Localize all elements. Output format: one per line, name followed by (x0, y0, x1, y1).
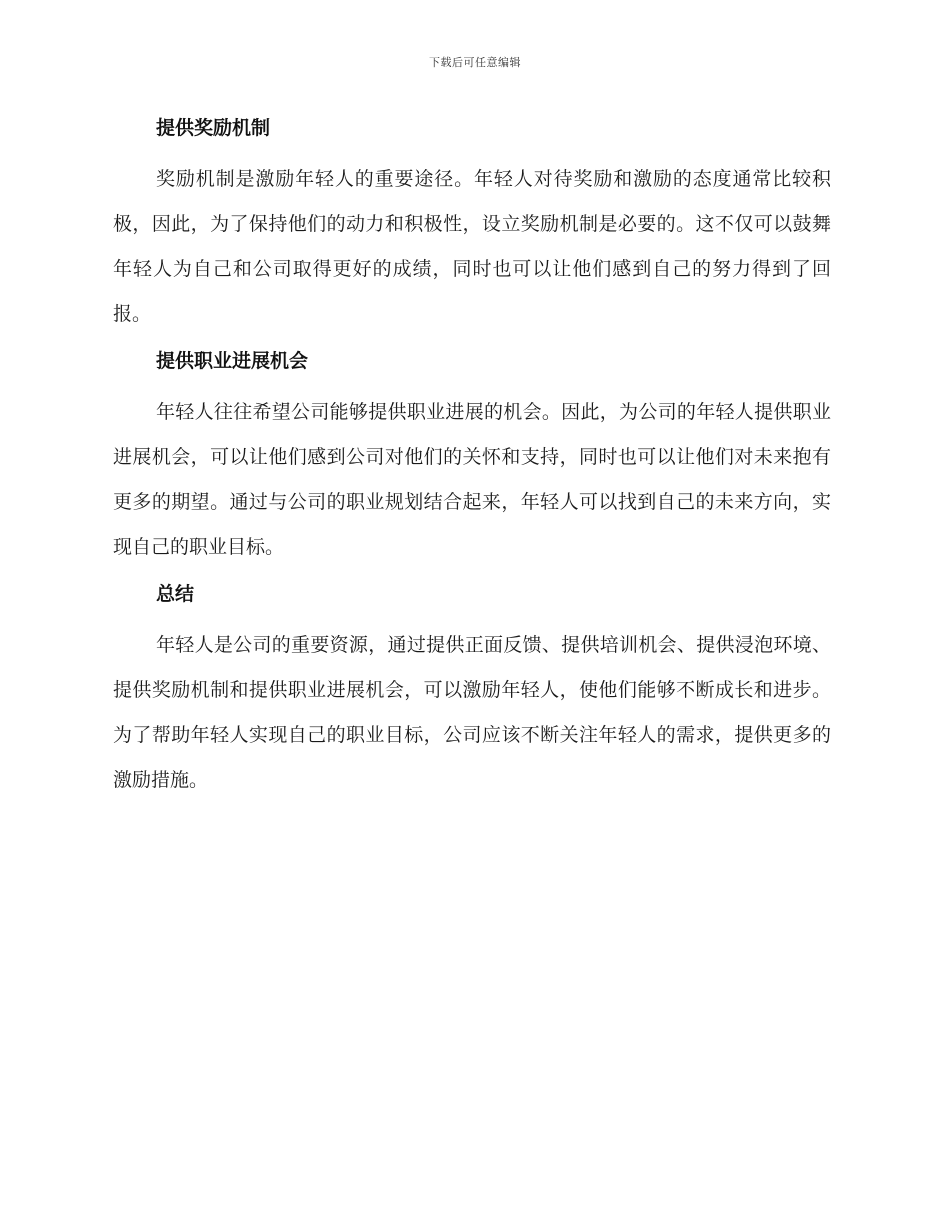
section-heading: 总结 (156, 583, 195, 605)
section-heading: 提供职业进展机会 (156, 350, 309, 372)
section-paragraph: 年轻人往往希望公司能够提供职业进展的机会。因此，为公司的年轻人提供职业进展机会，可以让他们感到公司对他们的关怀和支持，同时也可以让他们对未来抱有更多的期望。通过与公司的职业规划结合起来，年轻人可以找到自己的未来方向，实现自己的职业目标。 (113, 401, 831, 558)
section-career-development (113, 346, 831, 570)
section-reward-mechanism (113, 113, 831, 337)
document-body (113, 113, 831, 812)
section-summary (113, 579, 831, 803)
page-header-note: 下载后可任意编辑 (429, 56, 521, 69)
section-paragraph: 年轻人是公司的重要资源，通过提供正面反馈、提供培训机会、提供浸泡环境、提供奖励机制和提供职业进展机会，可以激励年轻人，使他们能够不断成长和进步。为了帮助年轻人实现自己的职业目标，公司应该不断关注年轻人的需求，提供更多的激励措施。 (113, 634, 831, 791)
section-heading: 提供奖励机制 (156, 117, 271, 139)
section-paragraph: 奖励机制是激励年轻人的重要途径。年轻人对待奖励和激励的态度通常比较积极，因此，为了保持他们的动力和积极性，设立奖励机制是必要的。这不仅可以鼓舞年轻人为自己和公司取得更好的成绩，同时也可以让他们感到自己的努力得到了回报。 (113, 168, 831, 325)
